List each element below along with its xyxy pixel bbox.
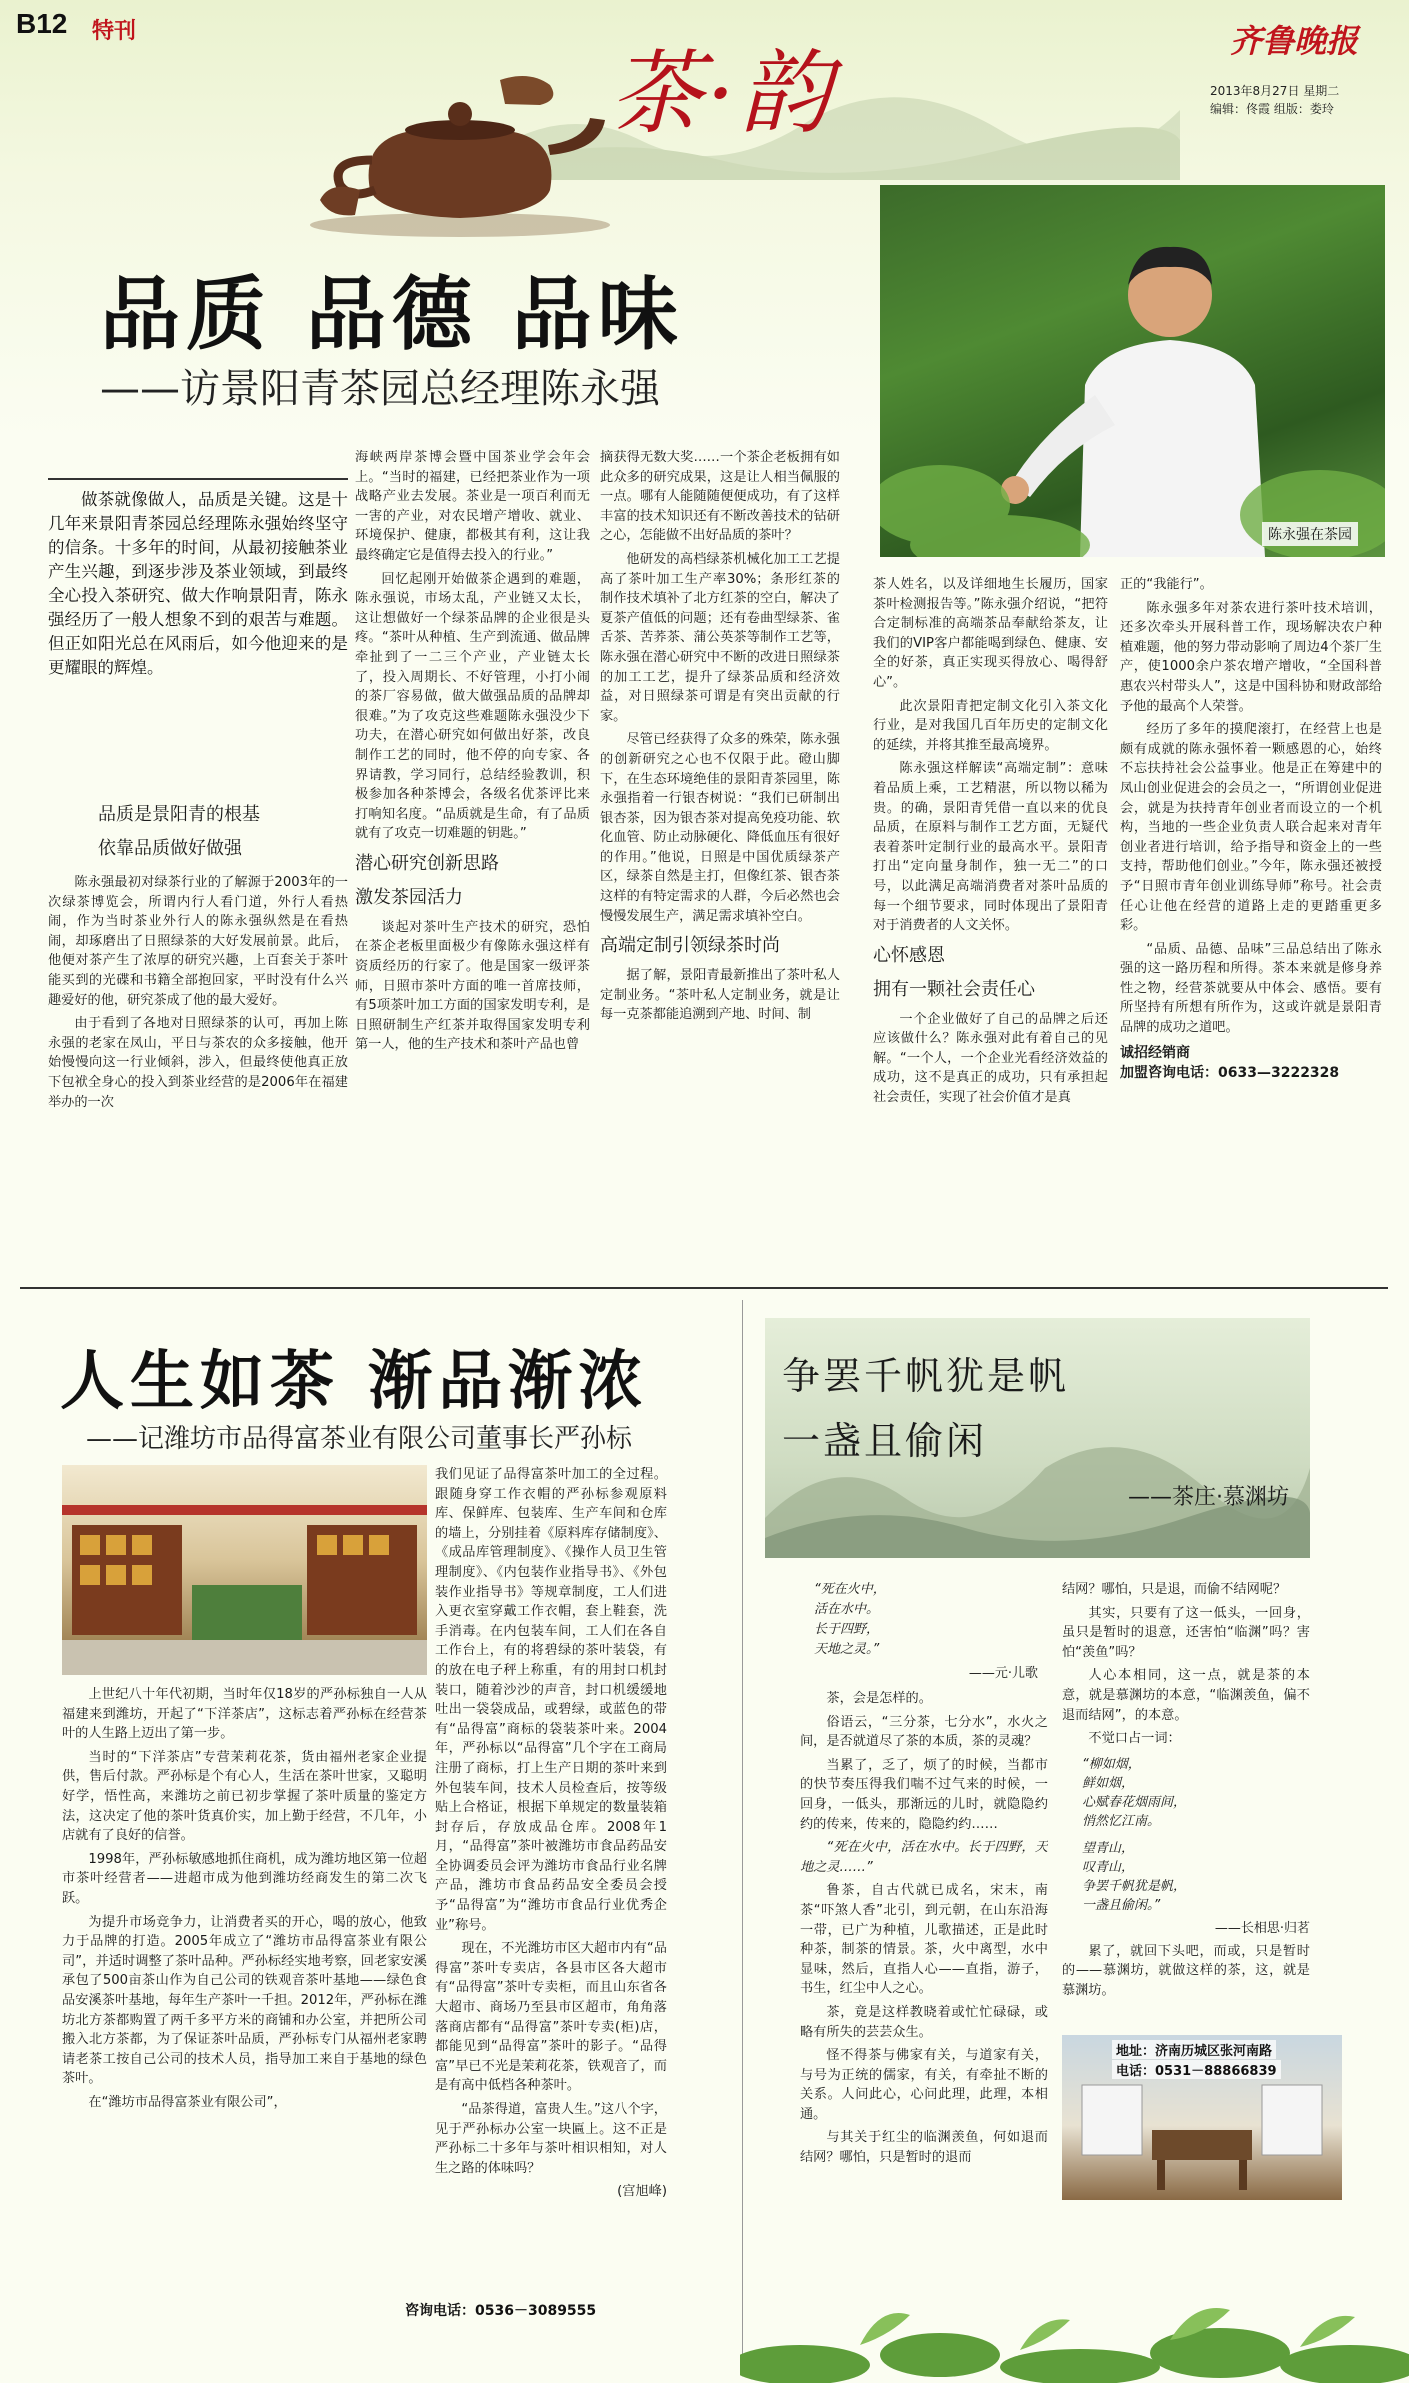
article3-title-line2: 一盏且偷闲 [782, 1419, 988, 1463]
subhead-research: 潜心研究创新思路 [355, 852, 499, 874]
paragraph: 不觉口占一词： [1088, 1731, 1181, 1747]
paragraph: 摘获得无数大奖……一个茶企老板拥有如此众多的研究成果，这是让人相当佩服的一点。哪有人能随随便便成功，有了这样丰富的技术知识还有不断改善技术的钻研之心，怎能做不出好品质的茶叶？ [600, 450, 840, 544]
page-number: B12 [16, 8, 68, 39]
teapot-illustration [300, 40, 620, 240]
poem-line: 悄然忆江南。 [1082, 1813, 1161, 1829]
poem-line: 一盏且偷闲。” [1082, 1897, 1161, 1913]
paragraph: 据了解，景阳青最新推出了茶叶私人定制业务。“茶叶私人定制业务，就是让每一克茶都能追溯到产地、时间、制 [600, 968, 840, 1023]
poem-line [1082, 1831, 1310, 1839]
paragraph: 当累了，乏了，烦了的时候，当都市的快节奏压得我们喘不过气来的时候，一回身，一低头，那渐远的儿时，就隐隐约约的传来，传来的，隐隐约约…… [800, 1757, 1048, 1832]
poem-line: 鲜如烟， [1082, 1775, 1135, 1791]
article3-byline: ——茶庄·慕渊坊 [1128, 1485, 1289, 1510]
article1-photo [880, 185, 1385, 557]
subhead-responsibility: 拥有一颗社会责任心 [873, 978, 1035, 1000]
lead-paragraph: 做茶就像做人，品质是关键。这是十几年来景阳青茶园总经理陈永强始终坚守的信条。十多年的时间，从最初接触茶业产生兴趣，到逐步涉及茶业领域，到最终全心投入茶研究、做大作响景阳青，陈永强经历了一般人想象不到的艰苦与难题。但正如阳光总在风雨后，如今他迎来的是更耀眼的辉煌。 [48, 490, 348, 677]
poem-line: 长于四野， [814, 1622, 880, 1637]
subhead-quality-strong: 依靠品质做好做强 [98, 838, 242, 859]
article1-column-1 [48, 795, 348, 1275]
paragraph: 尽管已经获得了众多的殊荣，陈永强的创新研究之心也不仅限于此。磴山脚下，在生态环境绝佳的景阳青茶园里，陈永强指着一行银杏树说：“我们已研制出银杏茶，因为银杏茶对提高免疫功能、软化血管、防止动脉硬化、降低血压有很好的作用。”他说，日照是中国优质绿茶产区，绿茶自然是主打，但像红茶、银杏茶这样的有特定需求的人群，今后必然也会慢慢发展生产，满足需求填补空白。 [600, 732, 840, 924]
poem-line: 活在水中。 [814, 1602, 880, 1617]
tea-leaves-decor [740, 2255, 1409, 2383]
subhead-custom: 高端定制引领绿茶时尚 [600, 935, 780, 957]
paragraph: “死在火中，活在水中。长于四野，天地之灵……” [800, 1840, 1048, 1875]
paragraph: 茶，竟是这样教晓着或忙忙碌碌，或略有所失的芸芸众生。 [800, 2004, 1048, 2040]
editor-credits: 编辑：佟霞 组版：娄玲 [1210, 102, 1334, 116]
store-photo [62, 1465, 427, 1675]
paragraph: 经历了多年的摸爬滚打，在经营上也是颇有成就的陈永强怀着一颗感恩的心，始终不忘扶持社会公益事业。他是正在筹建中的凤山创业促进会的会员之一，“所谓创业促进会，就是为扶持青年创业者而设立的一个机构，当地的一些企业负责人联合起来对青年创业者进行培训，给予指导和资金上的一些支持，帮助他们创业。”今年，陈永强还被授予“日照市青年创业训练导师”称号。社会责任心让他在经营的道路上走的更踏重更多彩。 [1120, 722, 1382, 934]
paragraph: 海峡两岸茶博会暨中国茶业学会年会上。“当时的福建，已经把茶业作为一项战略产业去发展。茶业是一项百利而无一害的产业，对农民增产增收、就业、环境保护、健康，都极其有利，这让我最终确定它是值得去投入的行业。” [355, 450, 590, 563]
paragraph: 人心本相同，这一点，就是茶的本意，就是慕渊坊的本意，“临渊羡鱼，偏不退而结网”，的本意。 [1062, 1668, 1310, 1723]
article1-column-4 [873, 575, 1108, 1275]
column-divider [742, 1300, 743, 2360]
newspaper-name: 齐鲁晚报 [1230, 22, 1359, 60]
paragraph: 回忆起刚开始做茶企遇到的难题，陈永强说，市场太乱，产业链又太长，这让想做好一个绿茶品牌的企业很是头疼。“茶叶从种植、生产到流通、做品牌牵扯到了一二三个产业，产业链太长了，投入周期长、不好管理，小打小闹的茶厂容易做，做大做强品质的品牌却很难。”为了攻克这些难题陈永强没少下功夫，在潜心研究如何做出好茶，改良制作工艺的同时，他不停的向专家、各界请教，学习同行，总结经验教训，积极参加各种茶博会，各级名优茶评比来打响知名度。“品质就是生命，有了品质就有了攻克一切难题的钥匙。” [355, 571, 590, 842]
masthead-calligraphy: 茶·韵 [610, 40, 836, 147]
article1-lead [48, 478, 348, 725]
article3-title-line1: 争罢千帆犹是帆 [782, 1354, 1070, 1398]
article1-column-2 [355, 448, 590, 1273]
paragraph: 在“潍坊市品得富茶业有限公司”， [88, 2094, 287, 2110]
article1-title: 品质 品德 品味 [100, 268, 684, 361]
subhead-quality-root: 品质是景阳青的根基 [98, 804, 260, 825]
section-tag: 特刊 [92, 19, 137, 44]
article2-column-2 [435, 1465, 667, 2285]
ad-franchise-phone: 加盟咨询电话：0633—3222328 [1120, 1064, 1340, 1081]
paragraph: 他研发的高档绿茶机械化加工工艺提高了茶叶加工生产率30%；条形红茶的制作技术填补了北方红茶的空白，解决了夏茶产值低的问题；还有卷曲型绿茶、雀舌茶、苦荞茶、蒲公英茶等制作工艺等，陈永强在潜心研究中不断的改进日照绿茶的加工工艺，提升了绿茶品质和经济效益，对日照绿茶可谓是有突出贡献的行家。 [600, 551, 840, 724]
poem-line: “死在火中， [814, 1582, 886, 1597]
paragraph: 谈起对茶叶生产技术的研究，恐怕在茶企老板里面极少有像陈永强这样有资质经历的行家了。他是国家一级评茶师，日照市茶叶方面的唯一首席技师，有5项茶叶加工方面的国家发明专利，是日照研制生产红茶并取得国家发明专利第一人，他的生产技术和茶叶产品也曾 [355, 919, 590, 1053]
paragraph: 怪不得茶与佛家有关，与道家有关，与号为正统的儒家，有关，有牵扯不断的关系。人问此心，心问此理，此理，本相通。 [800, 2048, 1048, 2122]
paragraph: “品质、品德、品味”三品总结出了陈永强的这一路历程和所得。茶本来就是修身养性之物，经营茶就要从中体会、感悟。要有所坚持有所想有所作为，这或许就是景阳青品牌的成功之道吧。 [1120, 941, 1382, 1036]
section-divider [20, 1287, 1388, 1289]
paragraph: 我们见证了品得富茶叶加工的全过程。跟随身穿工作衣帽的严孙标参观原料库、保鲜库、包装库、生产车间和仓库的墙上，分别挂着《原料库存储制度》、《成品库管理制度》、《操作人员卫生管理制度》、《内包装作业指导书》、《外包装作业指导书》等规章制度，工人们进入更衣室穿戴工作衣帽，套上鞋套，洗手消毒。在内包装车间，工人们在各自工作台上，有的将碧绿的茶叶装袋，有的放在电子秤上称重，有的用封口机封装口，随着沙沙的声音，封口机缓缓地吐出一袋袋成品，或碧绿，或蓝色的带有“品得富”商标的袋装茶叶来。2004年，严孙标以“品得富”几个字在工商局注册了商标，打上生产日期的茶叶来到外包装车间，技术人员检查后，按等级贴上合格证，根据下单规定的数量装箱封存后，存放成品仓库。2008年1月，“品得富”茶叶被潍坊市食品药品安全协调委员会评为潍坊市食品行业名牌产品，潍坊市食品药品安全委员会授予“品得富”为“潍坊市食品行业优秀企业”称号。 [435, 1467, 667, 1933]
article3-column-2 [1062, 1580, 1310, 2020]
subhead-vitality: 激发茶园活力 [355, 886, 463, 908]
article1-column-5 [1120, 575, 1382, 1275]
subhead-gratitude: 心怀感恩 [873, 944, 945, 966]
paragraph: 茶人姓名，以及详细地生长履历，国家茶叶检测报告等。”陈永强介绍说，“把符合定制标准的高端茶品奉献给茶友，让我们的VIP客户都能喝到绿色、健康、安全的好茶，真正实现买得放心、喝得舒心”。 [873, 577, 1108, 690]
paragraph: 现在，不光潍坊市区大超市内有“品得富”茶叶专卖店，各县市区各大超市有“品得富”茶叶专卖柜，而且山东省各大超市、商场乃至县市区超市，角角落落商店都有“品得富”茶叶专卖(柜)店，都能见到“品得富”茶叶的影子。“品得富”早已不光是茉莉花茶，铁观音了，而是有高中低档各种茶叶。 [435, 1941, 667, 2094]
paragraph: 1998年，严孙标敏感地抓住商机，成为潍坊地区第一位超市茶叶经营者——进超市成为他到潍坊经商发生的第二次飞跃。 [62, 1851, 427, 1906]
poem-attribution: ——长相思·归茗 [1214, 1920, 1310, 1936]
paragraph: 鲁茶，自古代就已成名，宋末，南茶“吓煞人香”北引，到元朝，在山东沿海一带，已广为种植，儿歌描述，正是此时种茶，制茶的情景。茶，火中离型，水中显味，然后，直指人心——直指，游子，书生，红尘中人之心。 [800, 1883, 1048, 1997]
paragraph: 由于看到了各地对日照绿茶的认可，再加上陈永强的老家在凤山，平日与茶农的众多接触，他开始慢慢向这一行业倾斜，涉入，但最终使他真正放下包袱全身心的投入到茶业经营的是2006年在福建举办的一次 [48, 1016, 348, 1110]
paragraph: 陈永强最初对绿茶行业的了解源于2003年的一次绿茶博览会，所谓内行人看门道，外行人看热闹，作为当时茶业外行人的陈永强纵然是在看热闹，却琢磨出了日照绿茶的大好发展前景。此后，他便对茶产生了浓厚的研究兴趣，上百套关于茶叶能买到的光碟和书籍全部抱回家，平时没有什么兴趣爱好的他，研究茶成了他的最大爱好。 [48, 875, 348, 1008]
poem-changxiangsi [1082, 1755, 1310, 1915]
teahouse-phone: 电话：0531－88866839 [1112, 2060, 1281, 2079]
farmer-figure [880, 185, 1385, 557]
poem-line: 心赋春花烟雨间， [1082, 1794, 1187, 1810]
paragraph: 其实，只要有了这一低头，一回身，虽只是暂时的退意，还害怕“临渊”吗？害怕“羡鱼”吗？ [1062, 1605, 1310, 1660]
paragraph: 茶，会是怎样的。 [826, 1691, 932, 1706]
article2-subtitle: ——记潍坊市品得富茶业有限公司董事长严孙标 [86, 1424, 633, 1454]
store-shelves [62, 1465, 427, 1675]
poem-attribution: ——元·儿歌 [968, 1666, 1038, 1681]
paragraph: 结网？哪怕，只是退，而偷不结网呢？ [1062, 1582, 1287, 1597]
paragraph: 俗语云，“三分茶，七分水”，水火之间，是否就道尽了茶的本质，茶的灵魂？ [800, 1714, 1048, 1750]
paragraph: 累了，就回下头吧，而或，只是暂时的——慕渊坊，就做这样的茶，这，就是慕渊坊。 [1062, 1943, 1310, 1998]
paragraph: 一个企业做好了自己的品牌之后还应该做什么？陈永强对此有着自己的见解。“一个人，一个企业光看经济效益的成功，这不是真正的成功，只有承担起社会责任，实现了社会价值才是真 [873, 1011, 1108, 1106]
poem-line: 争罢千帆犹是帆， [1082, 1878, 1187, 1894]
article2-title: 人生如茶 渐品渐浓 [60, 1345, 649, 1419]
poem-line: 天地之灵。” [814, 1642, 880, 1657]
paragraph: 与其关于红尘的临渊羡鱼，何如退而结网？哪怕，只是暂时的退而 [800, 2130, 1048, 2166]
paragraph: “品茶得道，富贵人生。”这八个字，见于严孙标办公室一块匾上。这不正是严孙标二十多年与茶叶相识相知，对人生之路的体味吗？ [435, 2102, 667, 2176]
paragraph: 当时的“下洋茶店”专营茉莉花茶，货由福州老家企业提供，售后付款。严孙标是个有心人，生活在茶叶世家，又聪明好学，悟性高，来潍坊之前已初步掌握了茶叶质量的鉴定方法，这决定了他的茶叶货真价实，加上勤于经营，不几年，小店就有了良好的信誉。 [62, 1749, 427, 1844]
ad-dealer-recruit: 诚招经销商 [1120, 1044, 1190, 1061]
article1-column-3 [600, 448, 840, 1273]
photo-caption: 陈永强在茶园 [1262, 522, 1358, 546]
article3-column-1 [800, 1580, 1048, 2370]
teahouse-address: 地址：济南历城区张河南路 [1112, 2040, 1276, 2059]
article1-subtitle: ——访景阳青茶园总经理陈永强 [100, 366, 660, 412]
article2-column-1 [62, 1685, 427, 2305]
poem-line: “柳如烟， [1082, 1756, 1141, 1772]
poem-yuan [814, 1580, 1048, 1660]
paragraph: (宫旭峰) [617, 2184, 667, 2200]
paragraph: 陈永强这样解读“高端定制”：意味着品质上乘，工艺精湛，所以物以稀为贵。的确，景阳青凭借一直以来的优良品质，在原料与制作工艺方面，无疑代表着茶叶定制行业的最高水平。景阳青打出“定向量身制作，独一无二”的口号，以此满足高端消费者对茶叶品质的每一个细节要求，同时体现出了景阳青对于消费者的人文关怀。 [873, 761, 1108, 934]
paragraph: 正的“我能行”。 [1120, 577, 1213, 592]
paragraph: 上世纪八十年代初期，当时年仅18岁的严孙标独自一人从福建来到潍坊，开起了“下洋茶店”，这标志着严孙标在经营茶叶的人生路上迈出了第一步。 [62, 1687, 427, 1742]
poem-line: 叹青山， [1082, 1859, 1135, 1875]
poem-line: 望青山， [1082, 1840, 1135, 1856]
paragraph: 为提升市场竞争力，让消费者买的开心，喝的放心，他致力于品牌的打造。2005年成立了“潍坊市品得富茶业有限公司”，并适时调整了茶叶品种。严孙标经实地考察，回老家安溪承包了500亩茶山作为自己公司的铁观音茶叶基地——绿色食品安溪茶叶基地，每年生产茶叶一千担。2012年，严孙标在潍坊北方茶都购置了两千多平方米的商铺和办公室，并把所公司搬入北方茶都，为了保证茶叶品质，严孙标专门从福州老家聘请老茶工按自己公司的技术人员，指导加工来自于基地的绿色茶叶。 [62, 1914, 427, 2087]
paragraph: 此次景阳青把定制文化引入茶文化行业，是对我国几百年历史的定制文化的延续，并将其推至最高境界。 [873, 698, 1108, 753]
issue-date: 2013年8月27日 星期二 [1210, 84, 1340, 98]
article2-phone: 咨询电话：0536－3089555 [405, 2303, 597, 2319]
paragraph: 陈永强多年对茶农进行茶叶技术培训，还多次牵头开展科普工作，现场解决农户种植难题，他的努力带动影响了周边4个茶厂生产，使1000余户茶农增产增收，“全国科普惠农兴村带头人”，这是中国科协和财政部给予他的最高个人荣誉。 [1120, 600, 1382, 714]
